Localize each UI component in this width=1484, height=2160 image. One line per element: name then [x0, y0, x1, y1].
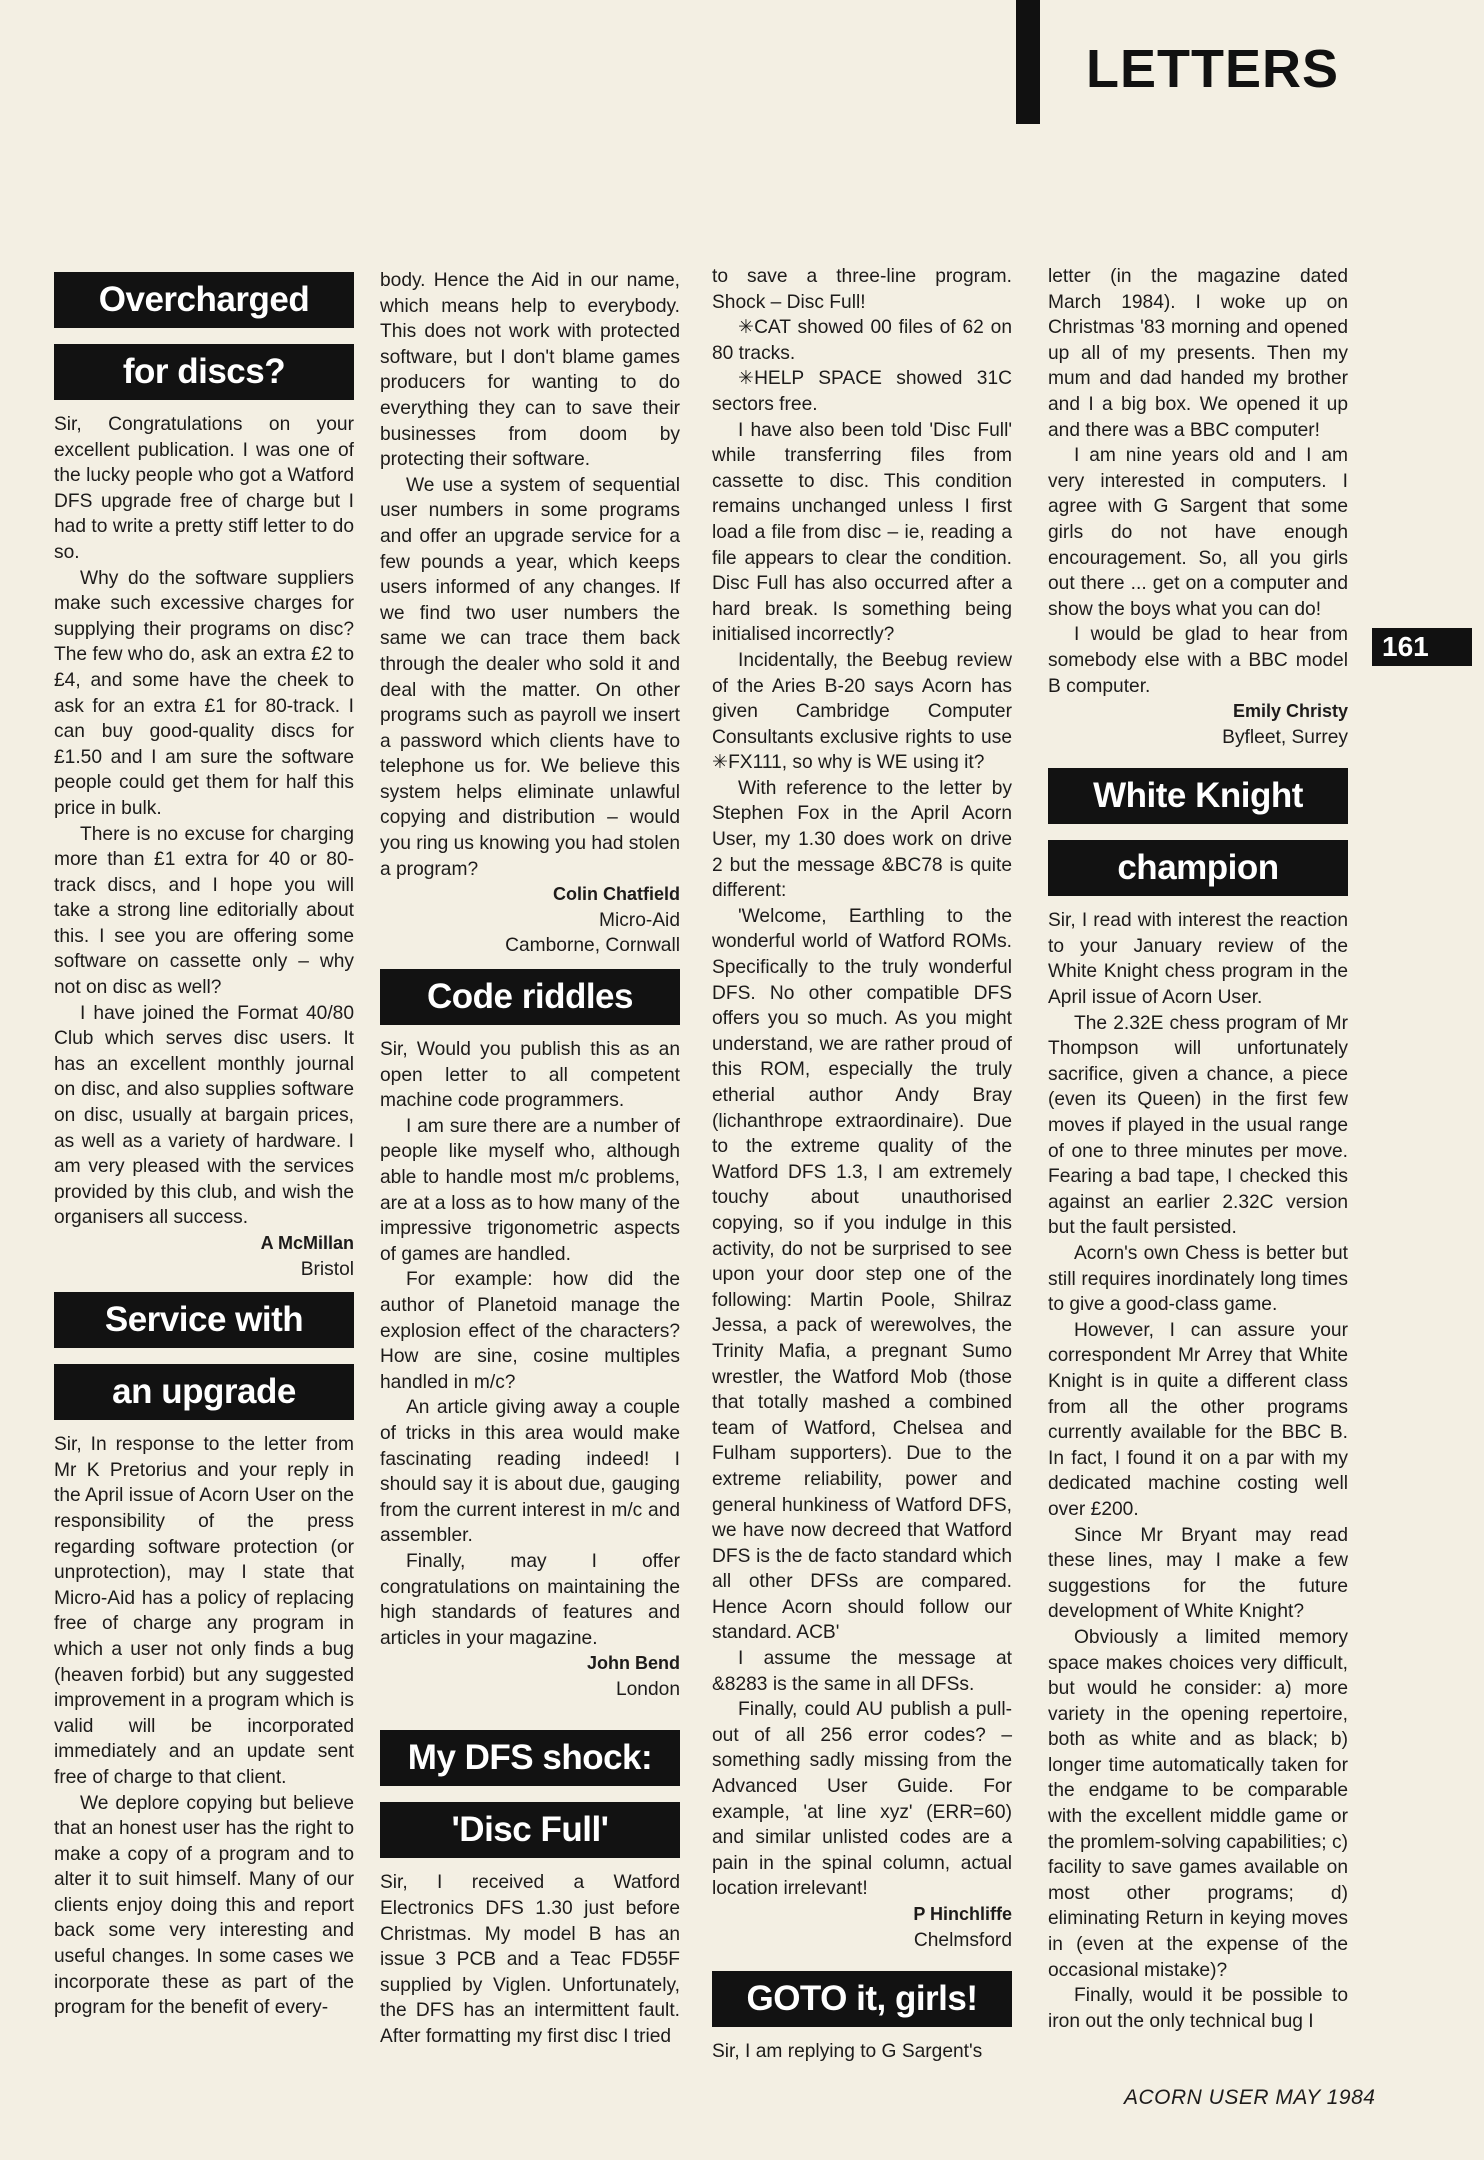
page-number: 161 — [1372, 628, 1472, 666]
column-4 — [1048, 264, 1348, 2034]
paragraph: There is no excuse for charging more than £1 extra for 40 or 80-track discs, and I hope you will take a strong line editorially about this. I see you are offering some software on cassette only – why not on disc as well? — [54, 823, 354, 999]
paragraph: We use a system of sequential user numbers in some programs and offer an upgrade service for a few pounds a year, which keeps users informed of any changes. If we find two user numbers the same we can trace them back through the dealer who sold it and deal with the matter. On other programs such as payroll we insert a password which clients have to telephone us for. We believe this system helps eliminate unlawful copying and distribution – would you ring us knowing you had stolen a program? — [380, 474, 680, 880]
paragraph: I have also been told 'Disc Full' while transferring files from cassette to disc. This condition remains unchanged unless I first load a file from disc – ie, reading a file appears to clear the condition. Disc Full has also occurred after a hard break. Is something being initialised incorrectly? — [712, 419, 1012, 646]
paragraph: I would be glad to hear from somebody else with a BBC model B computer. — [1048, 624, 1348, 697]
paragraph: We deplore copying but believe that an honest user has the right to make a copy of a program and to alter it to suit himself. Many of our clients enjoy doing this and report back some very interesting and useful changes. In some cases we incorporate these as part of the program for the benefit of every- — [54, 1792, 354, 2019]
headline-overcharged: Overcharged for discs? — [54, 272, 354, 400]
paragraph: body. Hence the Aid in our name, which means help to everybody. This does not work with protected software, but I don't blame games producers for wanting to do everything they can to save their businesses from doom by protecting their software. — [380, 270, 680, 471]
paragraph: An article giving away a couple of tricks in this area would make fascinating reading indeed! I should say it is about due, gauging from the current interest in m/c and assembler. — [380, 1397, 680, 1547]
paragraph: I assume the message at &8283 is the same in all DFSs. — [712, 1648, 1012, 1695]
footer-issue: ACORN USER MAY 1984 — [1124, 2086, 1376, 2109]
signature-mcmillan: A McMillan Bristol — [260, 1233, 354, 1280]
paragraph: ✳CAT showed 00 files of 62 on 80 tracks. — [712, 317, 1012, 364]
paragraph: The 2.32E chess program of Mr Thompson will unfortunately sacrifice, given a chance, a piece (even its Queen) in the first few moves if played in the usual range of one to three minutes per move. Fearing a bad tape, I checked this against an earlier 2.32C version but the fault persisted. — [1048, 1012, 1348, 1239]
paragraph: Acorn's own Chess is better but still requires inordinately long times to give a good-class game. — [1048, 1243, 1348, 1316]
paragraph: Why do the software suppliers make such excessive charges for supplying their programs on disc? The few who do, ask an extra £2 to £4, and some have the cheek to ask for an extra £1 for 80-track. I can buy good-quality discs for £1.50 and I am sure the software people could get them for half this price in bulk. — [54, 567, 354, 819]
paragraph: I am nine years old and I am very interested in computers. I agree with G Sargent that some girls do not have enough encouragement. So, all you girls out there ... get on a computer and show the boys what you can do! — [1048, 445, 1348, 620]
paragraph: For example: how did the author of Planetoid manage the explosion effect of the characters? How are sine, cosine multiples handled in m/c? — [380, 1269, 680, 1393]
paragraph: Sir, Would you publish this as an open letter to all competent machine code programmers. — [380, 1039, 680, 1112]
paragraph: Sir, I am replying to G Sargent's — [712, 2041, 983, 2063]
paragraph: With reference to the letter by Stephen Fox in the April Acorn User, my 1.30 does work on drive 2 but the message &BC78 is quite different: — [712, 777, 1012, 902]
paragraph: 'Welcome, Earthling to the wonderful world of Watford ROMs. Specifically to the truly wonderful DFS. No other compatible DFS offers you so much. As you might understand, we are rather proud of this ROM, especially the truly etherial author Andy Bray (lichanthrope extraordinaire). Due to the extreme quality of the Watford DFS 1.3, I am extremely touchy about unauthorised copying, so if you indulge in this activity, do not be surprised to see upon your door step one of the following: Martin Poole, Shilraz Jessa, a pack of werewolves, the Trinity Mafia, a pregnant Sumo wrestler, the Watford Mob (those that totally mashed a combined team of Watford, Chelsea and Fulham supporters). Due to the extreme reliability, power and general hunkiness of Watford DFS, we have now decreed that Watford DFS is the de facto standard which all other DFSs are compared. Hence Acorn should follow our standard. ACB' — [712, 905, 1012, 1644]
headline-goto-girls: GOTO it, girls! — [712, 1971, 1012, 2027]
paragraph: ✳HELP SPACE showed 31C sectors free. — [712, 368, 1012, 415]
paragraph: Obviously a limited memory space makes choices very difficult, but would he consider: a) more variety in the opening repertoire, both as white and as black; b) longer time automatically taken for the endgame to be comparable with the excellent middle game or the promlem-solving capabilities; c) facility to save games available on most other programs; d) eliminating Return in keying moves in (even at the expense of the occasional mistake)? — [1048, 1626, 1348, 1981]
column-1 — [54, 268, 354, 2021]
headline-dfs-shock: My DFS shock: 'Disc Full' — [380, 1730, 680, 1858]
section-title: LETTERS — [1086, 39, 1340, 99]
signature-chatfield: Colin Chatfield Micro-Aid Camborne, Cornwall — [505, 884, 680, 957]
signature-hinchliffe: P Hinchliffe Chelmsford — [913, 1904, 1012, 1951]
signature-christy: Emily Christy Byfleet, Surrey — [1222, 701, 1348, 748]
section-tab-bar — [1016, 0, 1040, 124]
paragraph: Incidentally, the Beebug review of the Aries B-20 says Acorn has given Cambridge Computer Consultants exclusive rights to use ✳FX111, so why is WE using it? — [712, 649, 1012, 774]
paragraph: I have joined the Format 40/80 Club which serves disc users. It has an excellent monthly journal on disc, and also supplies software on disc, usually at bargain prices, as well as a variety of hardware. I am very pleased with the services provided by this club, and wish the organisers all success. — [54, 1002, 354, 1229]
paragraph: However, I can assure your correspondent Mr Arrey that White Knight is in quite a different class from all the other programs currently available for the BBC B. In fact, I found it on a par with my dedicated machine costing well over £200. — [1048, 1319, 1348, 1520]
signature-bend: John Bend London — [587, 1653, 680, 1700]
paragraph: Finally, could AU publish a pull-out of all 256 error codes? – something sadly missing from the Advanced User Guide. For example, 'at line xyz' (ERR=60) and similar unlisted codes are a pain in the spinal column, actual location irrelevant! — [712, 1699, 1012, 1900]
column-2 — [380, 268, 680, 2050]
paragraph: to save a three-line program. Shock – Disc Full! — [712, 266, 1012, 313]
paragraph: Sir, I received a Watford Electronics DFS 1.30 just before Christmas. My model B has an issue 3 PCB and a Teac FD55F supplied by Viglen. Unfortunately, the DFS has an intermittent fault. After formatting my first disc I tried — [380, 1872, 680, 2048]
paragraph: letter (in the magazine dated March 1984). I woke up on Christmas '83 morning and opened up all of my presents. Then my mum and dad handed my brother and I a big box. We opened it up and there was a BBC computer! — [1048, 266, 1348, 441]
paragraph: Since Mr Bryant may read these lines, may I make a few suggestions for the future development of White Knight? — [1048, 1524, 1348, 1623]
paragraph: Sir, Congratulations on your excellent publication. I was one of the lucky people who got a Watford DFS upgrade free of charge but I had to write a pretty stiff letter to do so. — [54, 414, 354, 563]
paragraph: Finally, would it be possible to iron out the only technical bug I — [1048, 1985, 1348, 2032]
paragraph: Sir, I read with interest the reaction to your January review of the White Knight chess program in the April issue of Acorn User. — [1048, 910, 1348, 1009]
column-3 — [712, 264, 1012, 2065]
headline-code-riddles: Code riddles — [380, 969, 680, 1025]
headline-white-knight: White Knight champion — [1048, 768, 1348, 896]
headline-service-upgrade: Service with an upgrade — [54, 1292, 354, 1420]
paragraph: I am sure there are a number of people like myself who, although able to handle most m/c problems, are at a loss as to how many of the impressive trigonometric aspects of games are handled. — [380, 1115, 680, 1265]
paragraph: Finally, may I offer congratulations on maintaining the high standards of features and articles in your magazine. — [380, 1550, 680, 1649]
paragraph: Sir, In response to the letter from Mr K Pretorius and your reply in the April issue of Acorn User on the responsibility of the press regarding software protection (or unprotection), may I state that Micro-Aid has a policy of replacing free of charge any program in which a user not only finds a bug (heaven forbid) but any suggested improvement in a program which is valid will be incorporated immediately and an update sent free of charge to that client. — [54, 1434, 354, 1788]
